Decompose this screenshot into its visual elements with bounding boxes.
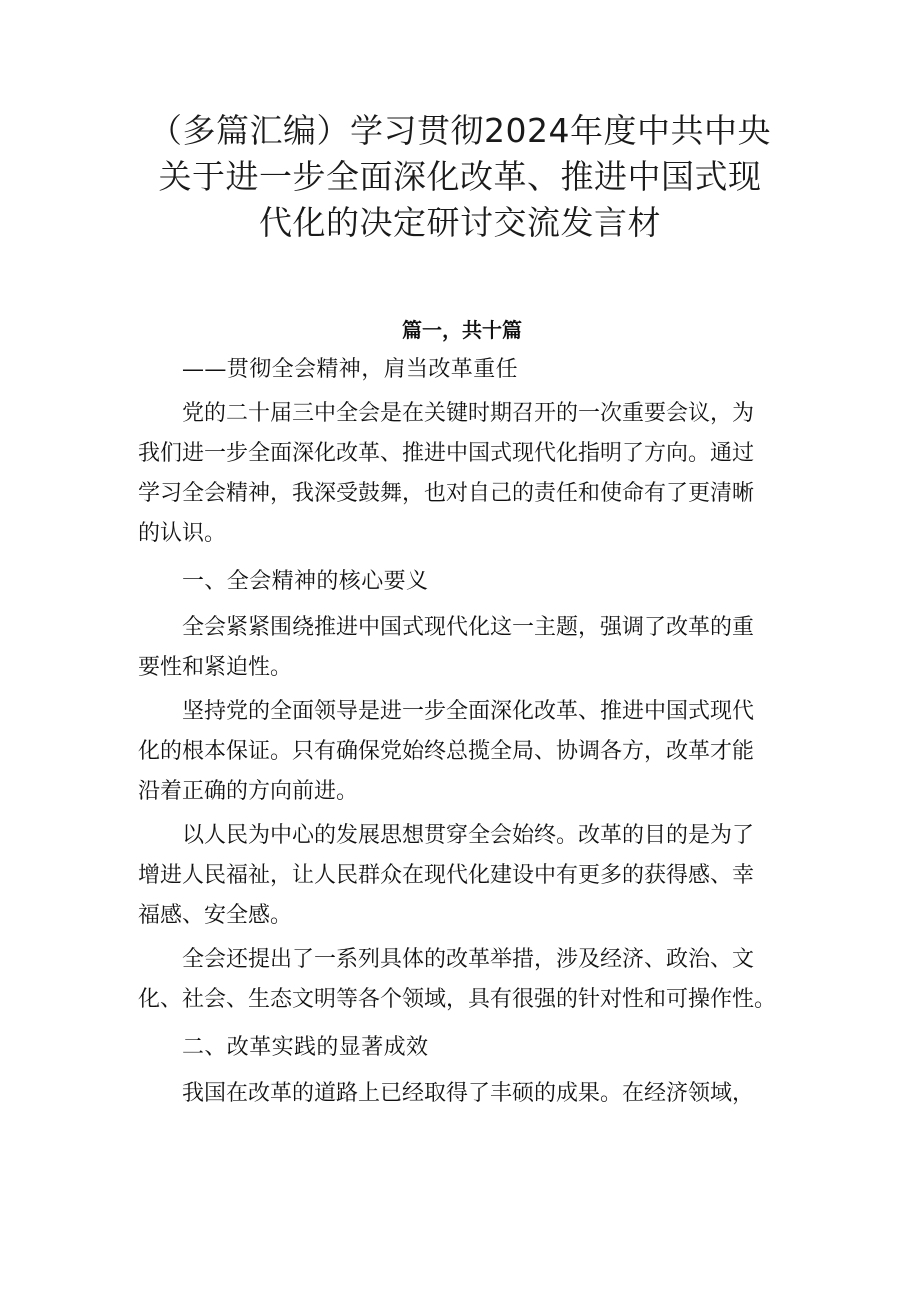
paragraph-line: 增进人民福祉，让人民群众在现代化建设中有更多的获得感、幸 [138, 863, 755, 888]
paragraph-line: 化的根本保证。只有确保党始终总揽全局、协调各方，改革才能 [138, 739, 755, 764]
epigraph: ——贯彻全会精神，肩当改革重任 [182, 357, 519, 382]
section-heading: 一、全会精神的核心要义 [182, 569, 429, 594]
paragraph-line: 我们进一步全面深化改革、推进中国式现代化指明了方向。通过 [138, 441, 755, 466]
paragraph [138, 692, 786, 812]
paragraph-line: 沿着正确的方向前进。 [138, 779, 359, 804]
document-title [120, 108, 800, 246]
paragraph-line: 的认识。 [138, 521, 227, 546]
title-line: （多篇汇编）学习贯彻2024年度中共中央 [149, 111, 771, 150]
paragraph-line: 我国在改革的道路上已经取得了丰硕的成果。在经济领域， [182, 1081, 755, 1106]
paragraph-line: 化、社会、生态文明等各个领域，具有很强的针对性和可操作性。 [138, 987, 777, 1012]
document-body [138, 314, 786, 1114]
paragraph [138, 816, 786, 936]
paragraph-line: 要性和紧迫性。 [138, 655, 293, 680]
title-line: 关于进一步全面深化改革、推进中国式现 [158, 157, 762, 196]
paragraph-line: 全会紧紧围绕推进中国式现代化这一主题，强调了改革的重 [182, 615, 755, 640]
paragraph-line: 以人民为中心的发展思想贯穿全会始终。改革的目的是为了 [182, 823, 755, 848]
paragraph-line: 党的二十届三中全会是在关键时期召开的一次重要会议，为 [182, 401, 755, 426]
paragraph-line: 学习全会精神，我深受鼓舞，也对自己的责任和使命有了更清晰 [138, 481, 755, 506]
paragraph-line: 全会还提出了一系列具体的改革举措，涉及经济、政治、文 [182, 947, 755, 972]
paragraph [138, 608, 786, 688]
section-label: 篇一，共十篇 [402, 318, 522, 342]
paragraph-line: 福感、安全感。 [138, 903, 293, 928]
paragraph-line: 坚持党的全面领导是进一步全面深化改革、推进中国式现代 [182, 699, 755, 724]
section-heading: 二、改革实践的显著成效 [182, 1035, 429, 1060]
paragraph [138, 940, 786, 1020]
paragraph [138, 1074, 786, 1114]
title-line: 代化的决定研讨交流发言材 [259, 203, 661, 242]
paragraph [138, 394, 786, 554]
